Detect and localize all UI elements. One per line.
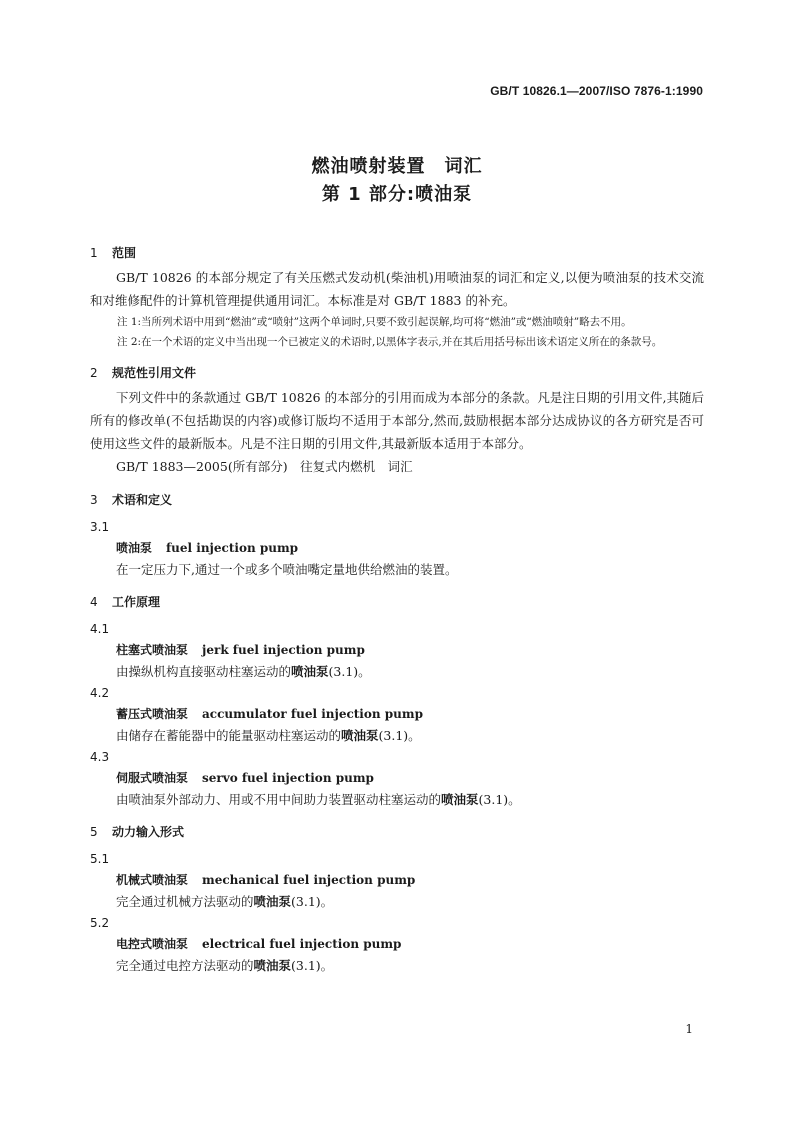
term-entry <box>90 639 704 661</box>
definition-text: 由储存在蓄能器中的能量驱动柱塞运动的 <box>116 728 342 743</box>
clause-reference: (3.1)。 <box>291 958 334 973</box>
scope-paragraph: GB/T 10826 的本部分规定了有关压燃式发动机(柴油机)用喷油泵的词汇和定义,以便为喷油泵的技术交流和对维修配件的计算机管理提供通用词汇。本标准是对 GB/T 1883 的补充。 <box>90 270 704 308</box>
term-definition <box>90 661 704 683</box>
section-number: 2 <box>90 366 98 380</box>
term-entry <box>90 703 704 725</box>
section-title: 范围 <box>112 246 137 260</box>
term-entry <box>90 869 704 891</box>
term-english: fuel injection pump <box>166 541 299 555</box>
note-2: 注 2:在一个术语的定义中当出现一个已被定义的术语时,以黑体字表示,并在其后用括号标出该术语定义所在的条款号。 <box>117 336 663 348</box>
clause-reference: (3.1)。 <box>328 664 371 679</box>
definition-text: 完全通过机械方法驱动的 <box>116 894 254 909</box>
section-number: 5 <box>90 825 98 839</box>
clause-number: 4.1 <box>90 622 110 636</box>
clause-number: 5.2 <box>90 916 110 930</box>
document-subtitle: 第 1 部分:喷油泵 <box>321 184 473 205</box>
term-english: mechanical fuel injection pump <box>202 873 416 887</box>
clause-reference: (3.1)。 <box>291 894 334 909</box>
section-title: 工作原理 <box>112 595 161 609</box>
clause-reference: (3.1)。 <box>378 728 421 743</box>
standard-number: GB/T 10826.1—2007/ISO 7876-1:1990 <box>490 84 703 98</box>
definition-text: 由喷油泵外部动力、用或不用中间助力装置驱动柱塞运动的 <box>116 792 442 807</box>
term-chinese: 机械式喷油泵 <box>116 873 189 887</box>
defined-term-reference: 喷油泵 <box>441 792 479 807</box>
term-english: electrical fuel injection pump <box>202 937 402 951</box>
defined-term-reference: 喷油泵 <box>253 894 292 909</box>
clause-number: 4.2 <box>90 686 110 700</box>
section-heading-normative-references <box>90 364 704 382</box>
term-english: accumulator fuel injection pump <box>202 707 423 721</box>
section-heading-power-input <box>90 823 704 841</box>
term-definition: 在一定压力下,通过一个或多个喷油嘴定量地供给燃油的装置。 <box>116 562 458 577</box>
document-title: 燃油喷射装置 词汇 <box>311 156 483 177</box>
clause-number: 5.1 <box>90 852 110 866</box>
defined-term-reference: 喷油泵 <box>291 664 329 679</box>
section-number: 1 <box>90 246 98 260</box>
term-chinese: 伺服式喷油泵 <box>116 771 189 785</box>
definition-text: 由操纵机构直接驱动柱塞运动的 <box>116 664 292 679</box>
term-chinese: 电控式喷油泵 <box>116 937 189 951</box>
section-title: 规范性引用文件 <box>112 366 197 380</box>
term-english: servo fuel injection pump <box>202 771 374 785</box>
section-title: 术语和定义 <box>112 493 173 507</box>
clause-number: 3.1 <box>90 520 110 534</box>
section-title: 动力输入形式 <box>112 825 185 839</box>
section-heading-working-principle <box>90 593 704 611</box>
section-heading-terms <box>90 491 704 509</box>
term-entry <box>90 767 704 789</box>
section-number: 4 <box>90 595 98 609</box>
term-entry <box>90 537 704 559</box>
section-heading-scope <box>90 244 704 262</box>
term-definition <box>90 789 704 811</box>
term-definition <box>90 891 704 913</box>
term-entry <box>90 933 704 955</box>
term-chinese: 喷油泵 <box>116 541 153 555</box>
section-number: 3 <box>90 493 98 507</box>
reference-item: GB/T 1883—2005(所有部分) 往复式内燃机 词汇 <box>116 459 413 474</box>
clause-reference: (3.1)。 <box>478 792 521 807</box>
references-paragraph: 下列文件中的条款通过 GB/T 10826 的本部分的引用而成为本部分的条款。凡是注日期的引用文件,其随后所有的修改单(不包括勘误的内容)或修订版均不适用于本部分,然而,鼓励根据本部分达成协议的各方研究是否可使用这些文件的最新版本。凡是不注日期的引用文件,其最新版本适用于本部分。 <box>90 390 704 451</box>
term-definition <box>90 955 704 977</box>
page-number: 1 <box>685 1022 693 1036</box>
document-body <box>90 244 704 977</box>
defined-term-reference: 喷油泵 <box>253 958 292 973</box>
note-1: 注 1:当所列术语中用到“燃油”或“喷射”这两个单词时,只要不致引起误解,均可将“燃油”或“燃油喷射”略去不用。 <box>117 316 632 328</box>
defined-term-reference: 喷油泵 <box>341 728 379 743</box>
term-chinese: 柱塞式喷油泵 <box>116 643 189 657</box>
term-english: jerk fuel injection pump <box>202 643 365 657</box>
term-chinese: 蓄压式喷油泵 <box>116 707 189 721</box>
term-definition <box>90 725 704 747</box>
clause-number: 4.3 <box>90 750 110 764</box>
definition-text: 完全通过电控方法驱动的 <box>116 958 254 973</box>
